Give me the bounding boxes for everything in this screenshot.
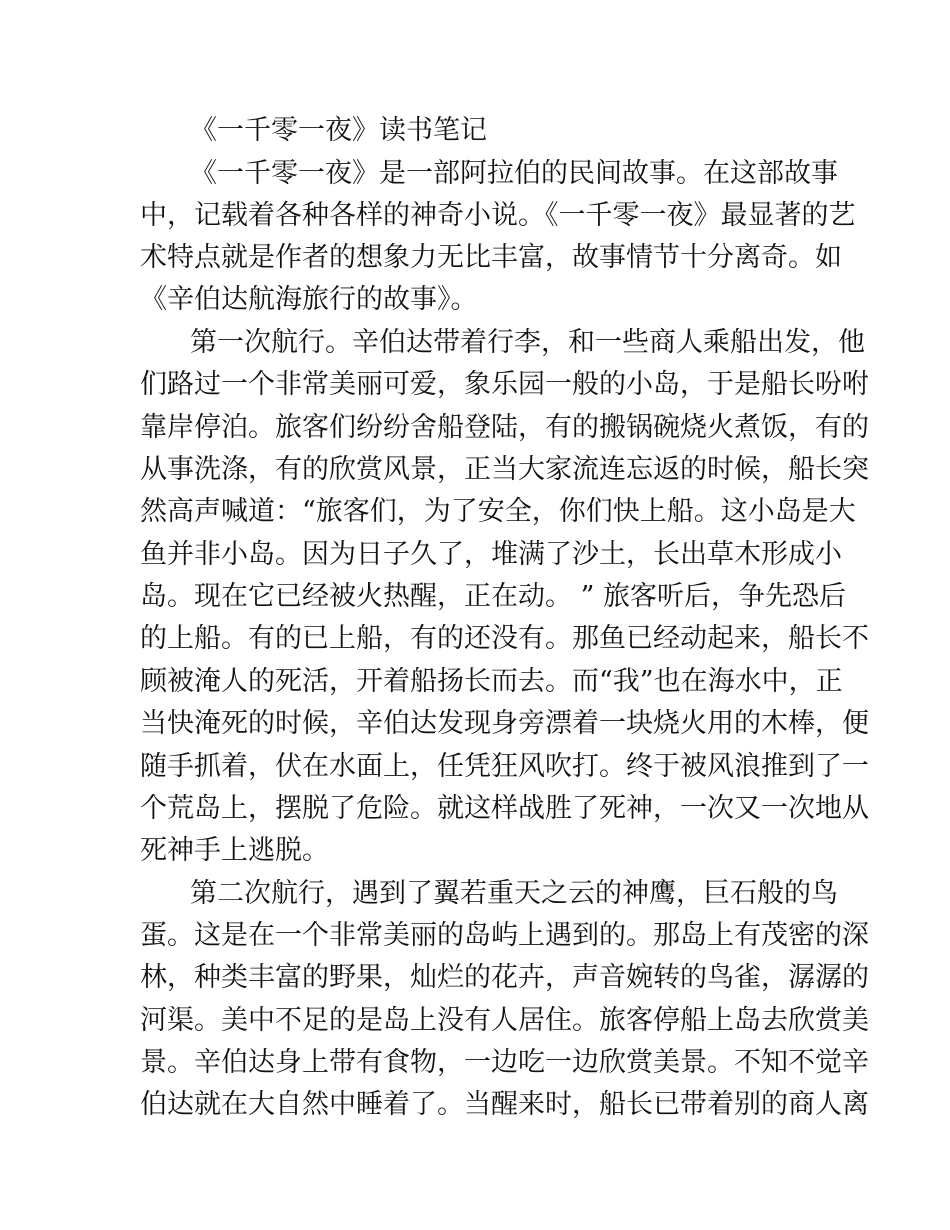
text-line-9: 然高声喊道：“旅客们，为了安全，你们快上船。这小岛是大 — [140, 496, 856, 527]
text-line-11: 岛。现在它已经被火热醒，正在动。 ” 旅客听后，争先恐后 — [140, 581, 846, 612]
text-line-13: 顾被淹人的死活，开着船扬长而去。而“我”也在海水中，正 — [140, 666, 843, 697]
text-line-6: 们路过一个非常美丽可爱，象乐园一般的小岛，于是船长吩咐 — [140, 369, 869, 400]
text-line-4: 《辛伯达航海旅行的故事》。 — [140, 284, 478, 315]
text-line-1: 《一千零一夜》是一部阿拉伯的民间故事。在这部故事 — [190, 158, 838, 189]
text-line-14: 当快淹死的时候，辛伯达发现身旁漂着一块烧火用的木棒，便 — [140, 708, 869, 739]
text-line-8: 从事洗涤，有的欣赏风景，正当大家流连忘返的时候，船长突 — [140, 454, 869, 485]
text-line-3: 术特点就是作者的想象力无比丰富，故事情节十分离奇。如 — [140, 242, 842, 273]
text-line-20: 林，种类丰富的野果，灿烂的花卉，声音婉转的鸟雀，潺潺的 — [140, 962, 869, 993]
text-line-17: 死神手上逃脱。 — [140, 835, 329, 866]
text-line-16: 个荒岛上，摆脱了危险。就这样战胜了死神，一次又一次地从 — [140, 793, 869, 824]
text-line-10: 鱼并非小岛。因为日子久了，堆满了沙土，长出草木形成小 — [140, 539, 842, 570]
text-line-21: 河渠。美中不足的是岛上没有人居住。旅客停船上岛去欣赏美 — [140, 1005, 869, 1036]
text-line-19: 蛋。这是在一个非常美丽的岛屿上遇到的。那岛上有茂密的深 — [140, 920, 869, 951]
text-line-12: 的上船。有的已上船，有的还没有。那鱼已经动起来，船长不 — [140, 623, 869, 654]
text-line-7: 靠岸停泊。旅客们纷纷舍船登陆，有的搬锅碗烧火煮饭，有的 — [140, 412, 869, 443]
text-line-15: 随手抓着，伏在水面上，任凭狂风吹打。终于被风浪推到了一 — [140, 751, 869, 782]
text-line-5: 第一次航行。辛伯达带着行李，和一些商人乘船出发，他 — [190, 327, 865, 358]
document-title: 《一千零一夜》读书笔记 — [190, 115, 487, 146]
text-line-2: 中，记载着各种各样的神奇小说。《一千零一夜》最显著的艺 — [140, 200, 856, 231]
text-line-18: 第二次航行，遇到了翼若重天之云的神鹰，巨石般的鸟 — [190, 878, 838, 909]
text-line-23: 伯达就在大自然中睡着了。当醒来时，船长已带着别的商人离 — [140, 1089, 869, 1120]
text-line-22: 景。辛伯达身上带有食物，一边吃一边欣赏美景。不知不觉辛 — [140, 1047, 869, 1078]
